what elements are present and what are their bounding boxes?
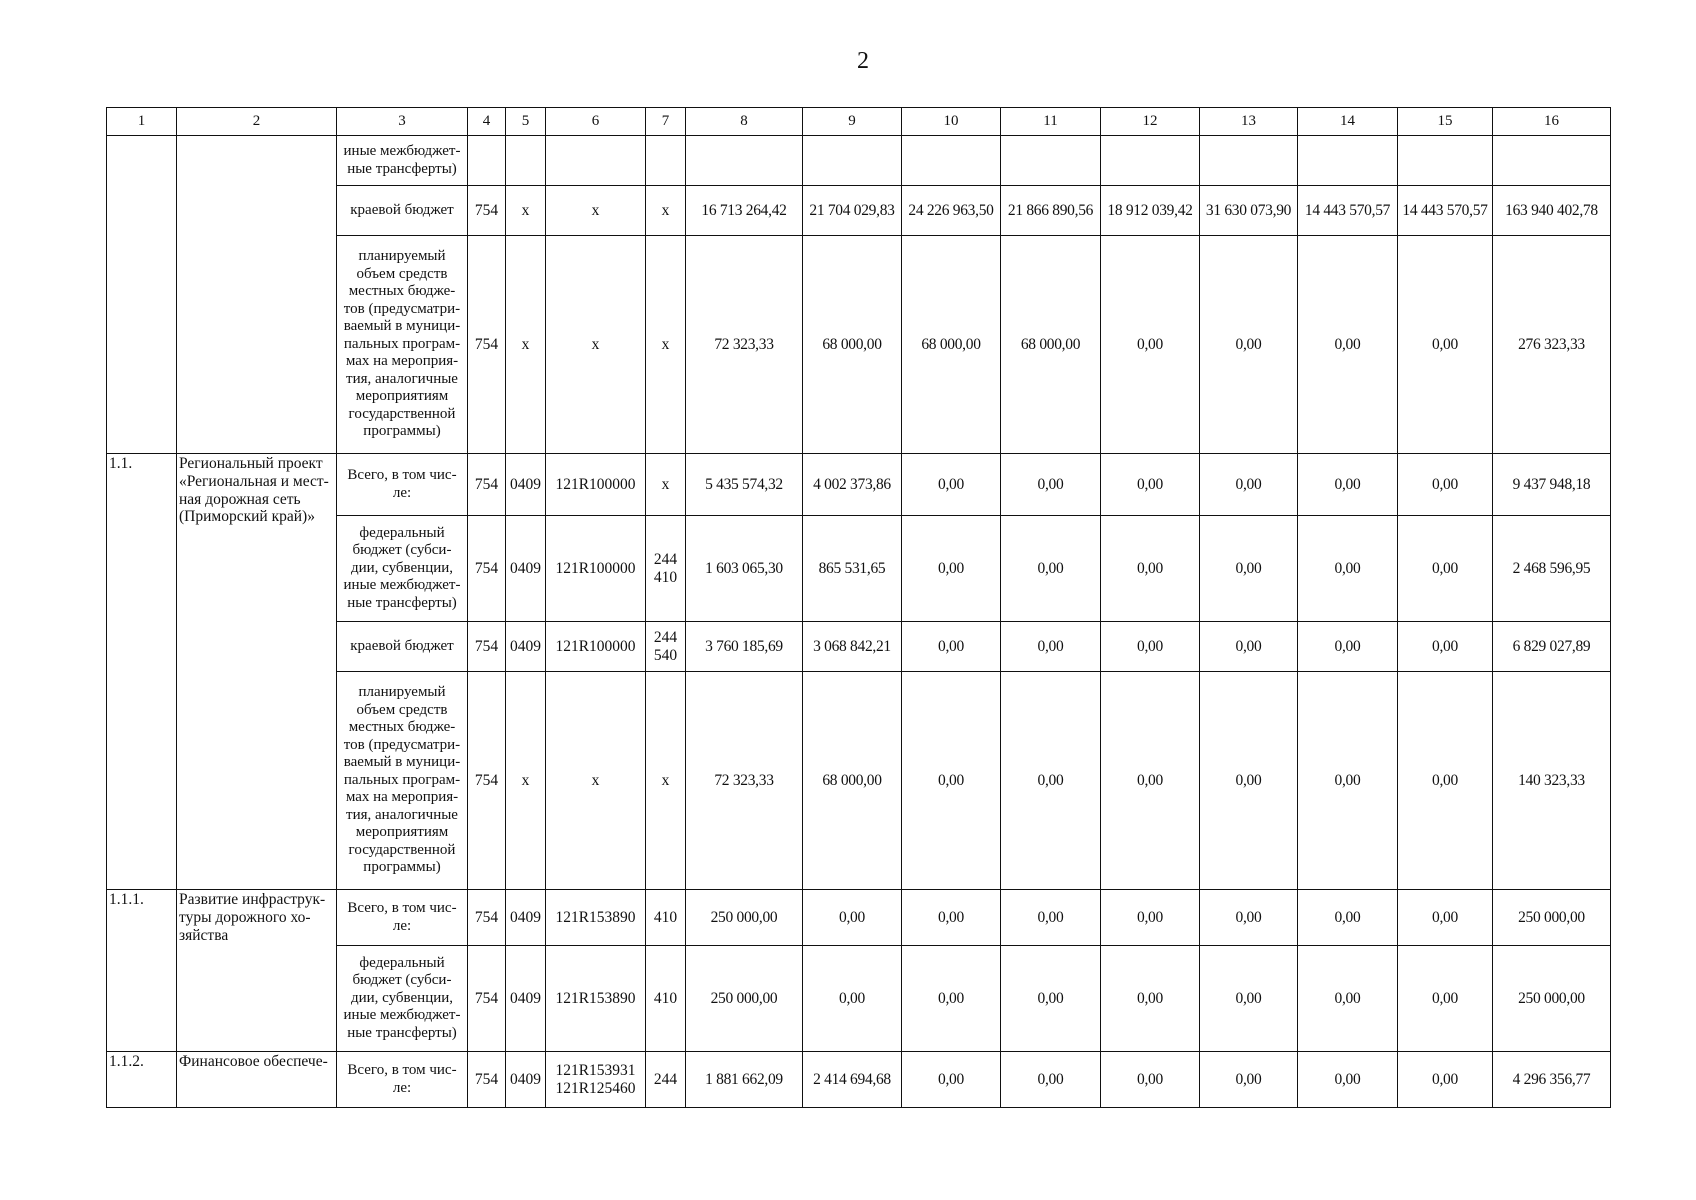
- code-cell: 244 410: [646, 516, 686, 622]
- amount-cell: 0,00: [1298, 672, 1398, 890]
- amount-cell: 140 323,33: [1493, 672, 1611, 890]
- item-number-cell: 1.1.1.: [107, 890, 177, 1052]
- column-header: 12: [1101, 108, 1200, 136]
- amount-cell: 68 000,00: [902, 236, 1001, 454]
- amount-cell: [686, 136, 803, 186]
- code-cell: 0409: [506, 516, 546, 622]
- amount-cell: 0,00: [902, 622, 1001, 672]
- code-cell: х: [546, 236, 646, 454]
- code-cell: 121R153890: [546, 890, 646, 946]
- amount-cell: 0,00: [1298, 236, 1398, 454]
- amount-cell: [902, 136, 1001, 186]
- funding-source-cell: иные межбюджет- ные трансферты): [337, 136, 468, 186]
- code-cell: [468, 136, 506, 186]
- amount-cell: 0,00: [1101, 890, 1200, 946]
- column-header: 14: [1298, 108, 1398, 136]
- code-cell: [646, 136, 686, 186]
- amount-cell: 5 435 574,32: [686, 454, 803, 516]
- amount-cell: 21 866 890,56: [1001, 186, 1101, 236]
- amount-cell: 68 000,00: [803, 672, 902, 890]
- code-cell: 0409: [506, 890, 546, 946]
- amount-cell: 163 940 402,78: [1493, 186, 1611, 236]
- amount-cell: 0,00: [1001, 1052, 1101, 1108]
- amount-cell: 0,00: [803, 946, 902, 1052]
- funding-source-cell: планируемый объем средств местных бюдже- тов (предусматри- ваемый в муници- пальных програм- мах на мероприя- тия, аналогичные мероприятиям государственной программы): [337, 672, 468, 890]
- code-cell: 754: [468, 236, 506, 454]
- amount-cell: 0,00: [1001, 946, 1101, 1052]
- amount-cell: 0,00: [1001, 672, 1101, 890]
- amount-cell: 0,00: [1200, 672, 1298, 890]
- amount-cell: 4 296 356,77: [1493, 1052, 1611, 1108]
- code-cell: 244: [646, 1052, 686, 1108]
- code-cell: 121R100000: [546, 622, 646, 672]
- code-cell: х: [506, 672, 546, 890]
- column-header: 1: [107, 108, 177, 136]
- code-cell: х: [546, 672, 646, 890]
- code-cell: 0409: [506, 454, 546, 516]
- amount-cell: 0,00: [1298, 1052, 1398, 1108]
- column-header: 11: [1001, 108, 1101, 136]
- amount-cell: [1200, 136, 1298, 186]
- item-name-cell: [177, 136, 337, 454]
- amount-cell: 0,00: [1200, 1052, 1298, 1108]
- amount-cell: 0,00: [1101, 516, 1200, 622]
- amount-cell: 250 000,00: [686, 946, 803, 1052]
- code-cell: 754: [468, 186, 506, 236]
- amount-cell: 0,00: [902, 946, 1001, 1052]
- amount-cell: 72 323,33: [686, 672, 803, 890]
- funding-source-cell: планируемый объем средств местных бюдже- тов (предусматри- ваемый в муници- пальных програм- мах на мероприя- тия, аналогичные мероприятиям государственной программы): [337, 236, 468, 454]
- funding-source-cell: федеральный бюджет (субси- дии, субвенции, иные межбюджет- ные трансферты): [337, 946, 468, 1052]
- amount-cell: 0,00: [1200, 454, 1298, 516]
- code-cell: 754: [468, 1052, 506, 1108]
- amount-cell: 0,00: [1298, 454, 1398, 516]
- amount-cell: 31 630 073,90: [1200, 186, 1298, 236]
- amount-cell: 0,00: [1398, 622, 1493, 672]
- column-header: 3: [337, 108, 468, 136]
- column-header: 5: [506, 108, 546, 136]
- code-cell: 410: [646, 890, 686, 946]
- amount-cell: 72 323,33: [686, 236, 803, 454]
- amount-cell: 0,00: [1398, 672, 1493, 890]
- header-row: [107, 108, 1611, 136]
- amount-cell: 0,00: [1398, 516, 1493, 622]
- amount-cell: 6 829 027,89: [1493, 622, 1611, 672]
- table-row: [107, 890, 1611, 946]
- column-header: 15: [1398, 108, 1493, 136]
- amount-cell: 0,00: [1398, 1052, 1493, 1108]
- amount-cell: 0,00: [1298, 622, 1398, 672]
- amount-cell: 0,00: [1298, 890, 1398, 946]
- code-cell: х: [646, 672, 686, 890]
- amount-cell: 0,00: [1001, 622, 1101, 672]
- amount-cell: 0,00: [1001, 454, 1101, 516]
- page-number: 2: [857, 48, 869, 74]
- column-header: 7: [646, 108, 686, 136]
- table-row: [107, 1052, 1611, 1108]
- column-header: 9: [803, 108, 902, 136]
- amount-cell: 24 226 963,50: [902, 186, 1001, 236]
- amount-cell: 0,00: [902, 516, 1001, 622]
- code-cell: 121R100000: [546, 516, 646, 622]
- code-cell: 754: [468, 622, 506, 672]
- column-header: 8: [686, 108, 803, 136]
- code-cell: [546, 136, 646, 186]
- code-cell: х: [646, 454, 686, 516]
- code-cell: 754: [468, 672, 506, 890]
- code-cell: х: [646, 236, 686, 454]
- code-cell: х: [646, 186, 686, 236]
- code-cell: [506, 136, 546, 186]
- budget-table: [106, 107, 1611, 1108]
- funding-source-cell: Всего, в том чис- ле:: [337, 890, 468, 946]
- code-cell: 754: [468, 454, 506, 516]
- funding-source-cell: Всего, в том чис- ле:: [337, 1052, 468, 1108]
- table-row: [107, 454, 1611, 516]
- amount-cell: 2 468 596,95: [1493, 516, 1611, 622]
- amount-cell: 250 000,00: [686, 890, 803, 946]
- column-header: 13: [1200, 108, 1298, 136]
- code-cell: х: [506, 236, 546, 454]
- table-row: [107, 136, 1611, 186]
- amount-cell: 250 000,00: [1493, 946, 1611, 1052]
- code-cell: 0409: [506, 622, 546, 672]
- column-header: 2: [177, 108, 337, 136]
- amount-cell: 3 068 842,21: [803, 622, 902, 672]
- code-cell: х: [506, 186, 546, 236]
- code-cell: 754: [468, 946, 506, 1052]
- code-cell: 410: [646, 946, 686, 1052]
- amount-cell: 865 531,65: [803, 516, 902, 622]
- amount-cell: 9 437 948,18: [1493, 454, 1611, 516]
- amount-cell: 0,00: [1101, 622, 1200, 672]
- column-header: 10: [902, 108, 1001, 136]
- amount-cell: [803, 136, 902, 186]
- funding-source-cell: Всего, в том чис- ле:: [337, 454, 468, 516]
- amount-cell: 0,00: [1298, 516, 1398, 622]
- amount-cell: 1 881 662,09: [686, 1052, 803, 1108]
- amount-cell: 276 323,33: [1493, 236, 1611, 454]
- amount-cell: 0,00: [1298, 946, 1398, 1052]
- amount-cell: 0,00: [902, 672, 1001, 890]
- amount-cell: 250 000,00: [1493, 890, 1611, 946]
- amount-cell: [1101, 136, 1200, 186]
- amount-cell: 14 443 570,57: [1398, 186, 1493, 236]
- column-header: 16: [1493, 108, 1611, 136]
- item-number-cell: [107, 136, 177, 454]
- amount-cell: 0,00: [902, 454, 1001, 516]
- amount-cell: 0,00: [1398, 236, 1493, 454]
- amount-cell: 14 443 570,57: [1298, 186, 1398, 236]
- amount-cell: 0,00: [1398, 454, 1493, 516]
- amount-cell: 21 704 029,83: [803, 186, 902, 236]
- amount-cell: 1 603 065,30: [686, 516, 803, 622]
- item-name-cell: Развитие инфраструк-туры дорожного хо-зяйства: [177, 890, 337, 1052]
- code-cell: 121R153890: [546, 946, 646, 1052]
- amount-cell: 0,00: [1398, 890, 1493, 946]
- item-name-cell: Финансовое обеспече-: [177, 1052, 337, 1108]
- code-cell: 754: [468, 890, 506, 946]
- amount-cell: 0,00: [1200, 236, 1298, 454]
- amount-cell: 0,00: [1101, 236, 1200, 454]
- item-number-cell: 1.1.2.: [107, 1052, 177, 1108]
- amount-cell: 0,00: [1200, 516, 1298, 622]
- amount-cell: 0,00: [803, 890, 902, 946]
- amount-cell: 0,00: [1200, 946, 1298, 1052]
- amount-cell: [1298, 136, 1398, 186]
- amount-cell: 0,00: [1398, 946, 1493, 1052]
- column-header: 4: [468, 108, 506, 136]
- amount-cell: 0,00: [902, 890, 1001, 946]
- code-cell: 0409: [506, 1052, 546, 1108]
- amount-cell: 0,00: [1101, 1052, 1200, 1108]
- code-cell: 754: [468, 516, 506, 622]
- amount-cell: 0,00: [902, 1052, 1001, 1108]
- amount-cell: 0,00: [1101, 672, 1200, 890]
- amount-cell: 0,00: [1200, 890, 1298, 946]
- amount-cell: 0,00: [1101, 454, 1200, 516]
- amount-cell: [1493, 136, 1611, 186]
- funding-source-cell: краевой бюджет: [337, 186, 468, 236]
- amount-cell: 68 000,00: [1001, 236, 1101, 454]
- amount-cell: 0,00: [1200, 622, 1298, 672]
- item-number-cell: 1.1.: [107, 454, 177, 890]
- amount-cell: 0,00: [1101, 946, 1200, 1052]
- code-cell: 244 540: [646, 622, 686, 672]
- amount-cell: 0,00: [1001, 890, 1101, 946]
- amount-cell: 4 002 373,86: [803, 454, 902, 516]
- amount-cell: 68 000,00: [803, 236, 902, 454]
- code-cell: 0409: [506, 946, 546, 1052]
- amount-cell: [1398, 136, 1493, 186]
- amount-cell: [1001, 136, 1101, 186]
- amount-cell: 16 713 264,42: [686, 186, 803, 236]
- item-name-cell: Региональный проект «Региональная и мест-ная дорожная сеть (Приморский край)»: [177, 454, 337, 890]
- funding-source-cell: краевой бюджет: [337, 622, 468, 672]
- code-cell: 121R100000: [546, 454, 646, 516]
- code-cell: 121R153931 121R125460: [546, 1052, 646, 1108]
- amount-cell: 2 414 694,68: [803, 1052, 902, 1108]
- funding-source-cell: федеральный бюджет (субси- дии, субвенции, иные межбюджет- ные трансферты): [337, 516, 468, 622]
- amount-cell: 3 760 185,69: [686, 622, 803, 672]
- code-cell: х: [546, 186, 646, 236]
- column-header: 6: [546, 108, 646, 136]
- amount-cell: 18 912 039,42: [1101, 186, 1200, 236]
- amount-cell: 0,00: [1001, 516, 1101, 622]
